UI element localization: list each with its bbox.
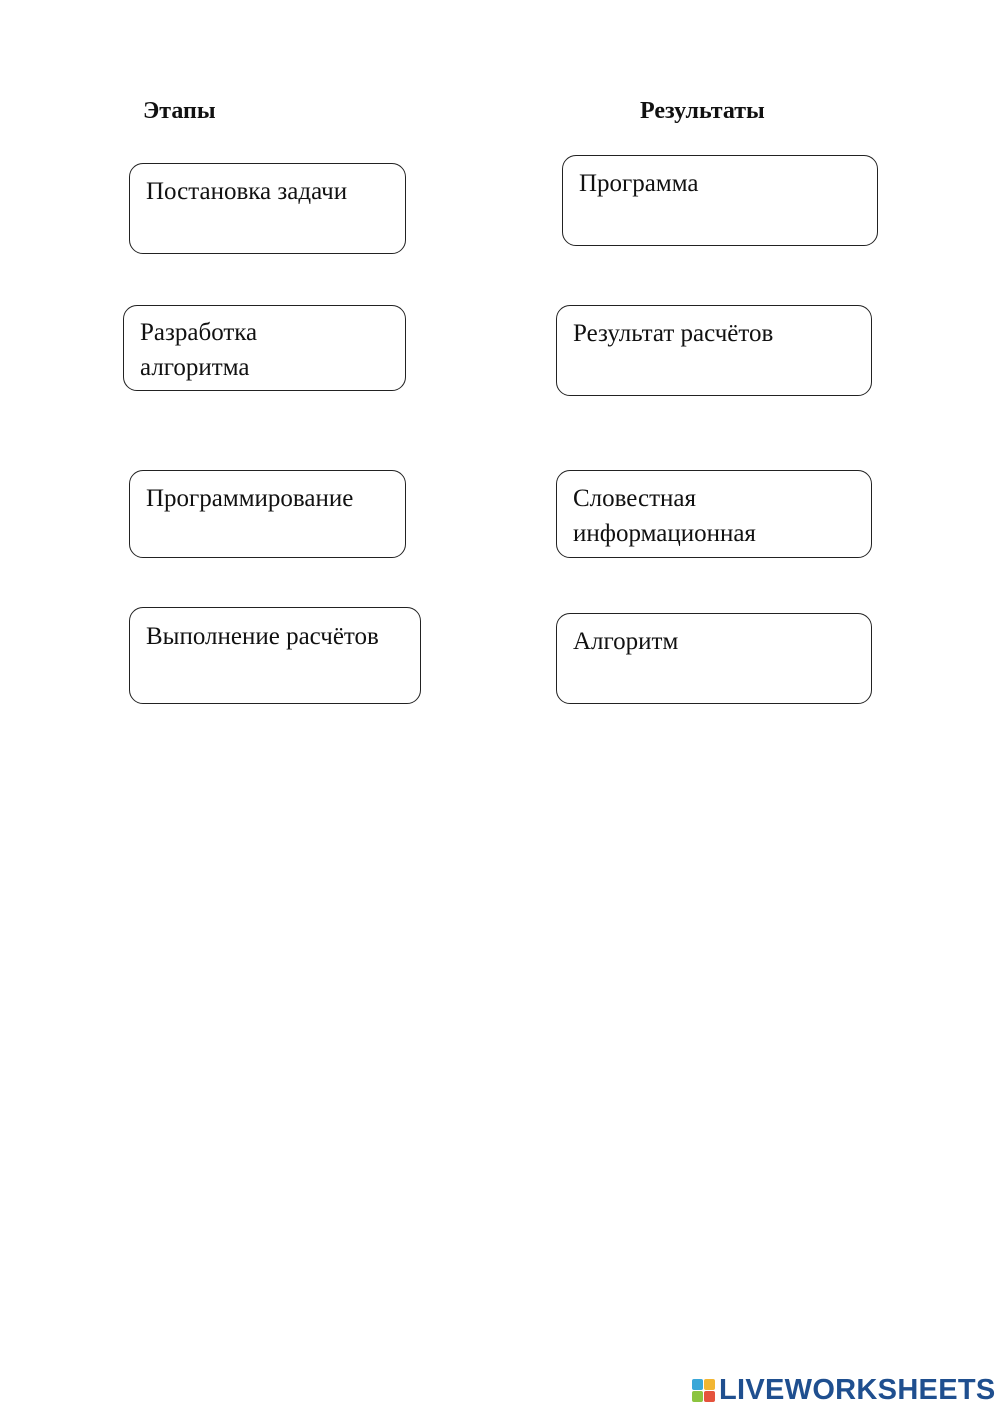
result-box-verbal-information[interactable]: [556, 470, 872, 558]
brand-name: LIVEWORKSHEETS: [719, 1373, 996, 1406]
liveworksheets-brand: [692, 1374, 996, 1406]
stages-column-heading: Этапы: [143, 98, 216, 124]
result-label: Программа: [579, 170, 699, 197]
stage-box-calculation[interactable]: [129, 607, 421, 704]
stage-label: Разработка: [140, 319, 258, 346]
stage-label: Постановка задачи: [146, 178, 348, 205]
stage-label: Выполнение расчётов: [146, 623, 379, 650]
result-label: Алгоритм: [573, 628, 679, 655]
results-column-heading: Результаты: [640, 98, 765, 124]
stage-box-programming[interactable]: [129, 470, 406, 558]
stage-label: алгоритма: [140, 354, 250, 381]
stage-box-problem-statement[interactable]: [129, 163, 406, 254]
result-label: Результат расчётов: [573, 320, 774, 347]
result-label: информационная: [573, 520, 756, 547]
result-label: Словестная: [573, 485, 697, 512]
stage-label: Программирование: [146, 485, 354, 512]
result-box-program[interactable]: [562, 155, 878, 246]
liveworksheets-logo-icon: [692, 1379, 715, 1402]
stage-box-algorithm-design[interactable]: [123, 305, 406, 391]
result-box-algorithm[interactable]: [556, 613, 872, 704]
result-box-calculation-result[interactable]: [556, 305, 872, 396]
